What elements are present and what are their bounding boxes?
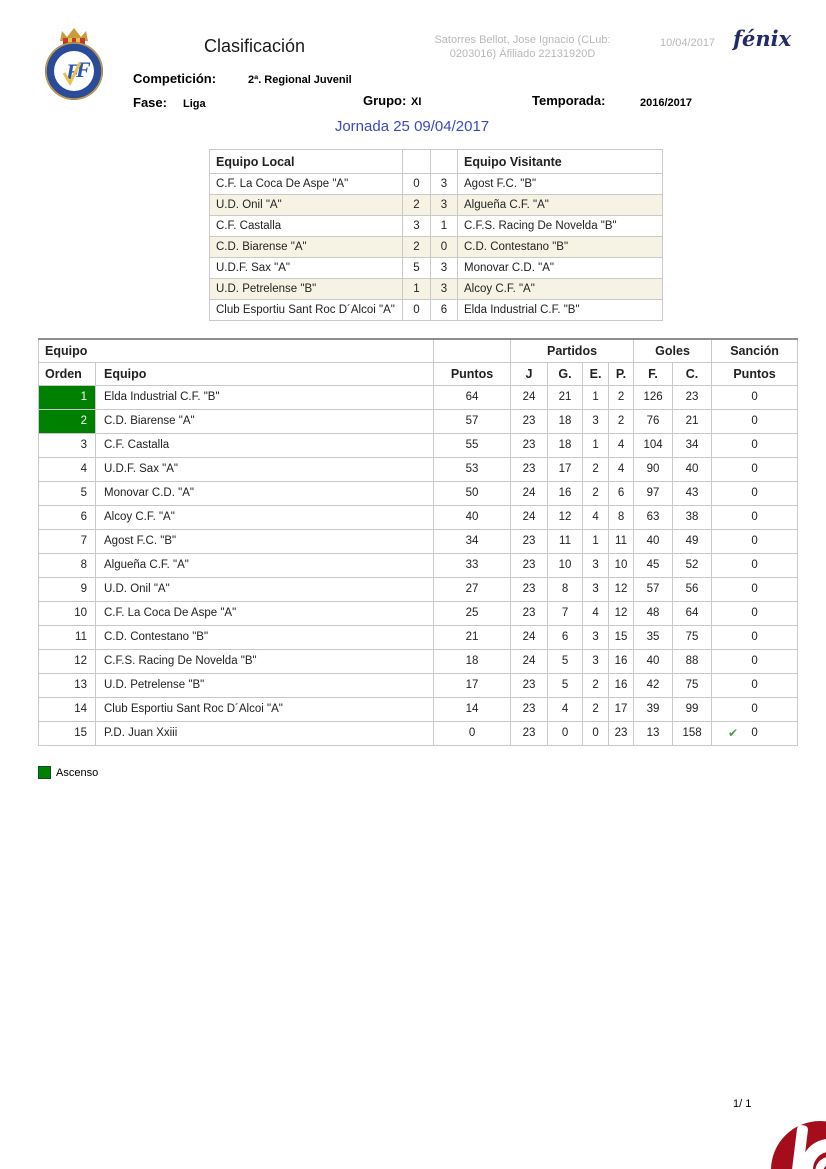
standings-cell-f: 35 <box>634 625 673 649</box>
standings-cell-f: 40 <box>634 649 673 673</box>
standings-cell-j: 24 <box>511 385 548 409</box>
standings-cell-puntos: 55 <box>434 433 511 457</box>
standings-row <box>39 649 798 673</box>
standings-cell-orden: 7 <box>39 529 96 553</box>
match-away-goals: 1 <box>431 216 458 237</box>
col-header-equipo: Equipo <box>96 362 434 385</box>
standings-cell-g: 7 <box>548 601 583 625</box>
standings-cell-orden: 10 <box>39 601 96 625</box>
standings-cell-sancion: 0 <box>712 433 798 457</box>
standings-cell-equipo: C.F. Castalla <box>96 433 434 457</box>
standings-cell-e: 4 <box>583 601 609 625</box>
match-home-goals: 5 <box>403 258 431 279</box>
standings-cell-f: 57 <box>634 577 673 601</box>
standings-cell-f: 40 <box>634 529 673 553</box>
ascenso-swatch-icon <box>38 766 51 779</box>
standings-cell-equipo: Alcoy C.F. "A" <box>96 505 434 529</box>
match-row <box>210 279 663 300</box>
standings-cell-j: 24 <box>511 505 548 529</box>
standings-cell-equipo: Monovar C.D. "A" <box>96 481 434 505</box>
standings-row <box>39 625 798 649</box>
standings-cell-sancion: 0 <box>712 529 798 553</box>
standings-cell-sancion: 0 <box>712 601 798 625</box>
standings-cell-orden: 5 <box>39 481 96 505</box>
standings-cell-sancion: 0 <box>712 577 798 601</box>
grupo-value: XI <box>411 96 422 108</box>
standings-cell-g: 10 <box>548 553 583 577</box>
svg-text:F: F <box>66 59 81 84</box>
standings-cell-g: 18 <box>548 433 583 457</box>
standings-cell-f: 39 <box>634 697 673 721</box>
standings-cell-c: 23 <box>673 385 712 409</box>
match-visitor-team: Monovar C.D. "A" <box>458 258 663 279</box>
standings-cell-p: 6 <box>609 481 634 505</box>
standings-cell-f: 126 <box>634 385 673 409</box>
standings-cell-p: 17 <box>609 697 634 721</box>
standings-cell-puntos: 64 <box>434 385 511 409</box>
standings-cell-g: 12 <box>548 505 583 529</box>
match-visitor-team: Algueña C.F. "A" <box>458 195 663 216</box>
temporada-label: Temporada: <box>532 93 606 108</box>
match-away-goals: 3 <box>431 174 458 195</box>
standings-cell-sancion: 0 <box>712 553 798 577</box>
standings-cell-j: 23 <box>511 697 548 721</box>
match-away-goals: 3 <box>431 195 458 216</box>
standings-cell-j: 23 <box>511 457 548 481</box>
standings-cell-g: 5 <box>548 649 583 673</box>
standings-cell-e: 3 <box>583 577 609 601</box>
standings-cell-equipo: U.D. Petrelense "B" <box>96 673 434 697</box>
sancion-value: 0 <box>751 727 758 739</box>
standings-cell-g: 6 <box>548 625 583 649</box>
standings-cell-g: 0 <box>548 721 583 745</box>
fenix-logo: fénix <box>733 26 792 51</box>
standings-row <box>39 457 798 481</box>
match-home-goals: 3 <box>403 216 431 237</box>
temporada-value: 2016/2017 <box>640 97 692 109</box>
standings-cell-sancion: 0 <box>712 697 798 721</box>
standings-row <box>39 409 798 433</box>
standings-cell-e: 0 <box>583 721 609 745</box>
standings-row <box>39 553 798 577</box>
standings-cell-puntos: 40 <box>434 505 511 529</box>
match-visitor-team: C.F.S. Racing De Novelda "B" <box>458 216 663 237</box>
match-home-goals: 0 <box>403 300 431 321</box>
group-header-equipo: Equipo <box>39 339 434 362</box>
standings-cell-p: 4 <box>609 433 634 457</box>
standings-row <box>39 601 798 625</box>
standings-cell-p: 15 <box>609 625 634 649</box>
standings-row <box>39 673 798 697</box>
user-affiliation-info <box>415 33 630 61</box>
standings-cell-e: 2 <box>583 673 609 697</box>
standings-cell-g: 4 <box>548 697 583 721</box>
standings-cell-f: 48 <box>634 601 673 625</box>
standings-cell-orden: 1 <box>39 385 96 409</box>
standings-cell-equipo: P.D. Juan Xxiii <box>96 721 434 745</box>
check-icon: ✔ <box>728 725 739 740</box>
standings-cell-sancion: 0 <box>712 649 798 673</box>
match-local-team: C.D. Biarense "A" <box>210 237 403 258</box>
standings-table <box>38 338 798 746</box>
standings-cell-c: 49 <box>673 529 712 553</box>
standings-cell-p: 2 <box>609 385 634 409</box>
standings-cell-g: 16 <box>548 481 583 505</box>
col-header-puntos: Puntos <box>434 362 511 385</box>
group-header-sancion: Sanción <box>712 339 798 362</box>
match-row <box>210 300 663 321</box>
standings-group-header-row <box>39 339 798 362</box>
ffcv-federation-logo <box>40 25 108 103</box>
standings-cell-p: 11 <box>609 529 634 553</box>
group-header-spacer <box>434 339 511 362</box>
standings-row <box>39 697 798 721</box>
match-results-table <box>209 149 663 321</box>
col-header-orden: Orden <box>39 362 96 385</box>
match-local-team: Club Esportiu Sant Roc D´Alcoi "A" <box>210 300 403 321</box>
standings-cell-sancion: 0 <box>712 505 798 529</box>
standings-cell-sancion: 0 <box>712 481 798 505</box>
standings-cell-puntos: 57 <box>434 409 511 433</box>
standings-cell-equipo: U.D. Onil "A" <box>96 577 434 601</box>
standings-cell-puntos: 17 <box>434 673 511 697</box>
competicion-label: Competición: <box>133 71 217 86</box>
standings-cell-e: 1 <box>583 529 609 553</box>
home-score-header <box>403 150 431 174</box>
standings-cell-sancion: 0 <box>712 625 798 649</box>
col-header-c: C. <box>673 362 712 385</box>
legend-ascenso <box>38 766 98 779</box>
match-away-goals: 6 <box>431 300 458 321</box>
standings-cell-puntos: 21 <box>434 625 511 649</box>
match-home-goals: 1 <box>403 279 431 300</box>
standings-cell-equipo: Elda Industrial C.F. "B" <box>96 385 434 409</box>
standings-row <box>39 385 798 409</box>
standings-cell-c: 34 <box>673 433 712 457</box>
match-row <box>210 216 663 237</box>
standings-cell-g: 18 <box>548 409 583 433</box>
standings-cell-f: 45 <box>634 553 673 577</box>
svg-text:F: F <box>76 57 91 82</box>
standings-cell-e: 1 <box>583 385 609 409</box>
group-header-partidos: Partidos <box>511 339 634 362</box>
report-date: 10/04/2017 <box>660 37 716 49</box>
standings-cell-sancion: 0 <box>712 409 798 433</box>
standings-cell-orden: 4 <box>39 457 96 481</box>
standings-cell-c: 21 <box>673 409 712 433</box>
standings-cell-j: 24 <box>511 481 548 505</box>
corner-brand-logo <box>769 1119 826 1169</box>
standings-cell-orden: 11 <box>39 625 96 649</box>
standings-cell-c: 56 <box>673 577 712 601</box>
standings-cell-equipo: Agost F.C. "B" <box>96 529 434 553</box>
user-info-line1: Satorres Bellot, Jose Ignacio (CLub: <box>434 34 611 46</box>
standings-cell-e: 4 <box>583 505 609 529</box>
standings-cell-puntos: 34 <box>434 529 511 553</box>
standings-cell-c: 64 <box>673 601 712 625</box>
equipo-local-header: Equipo Local <box>210 150 403 174</box>
standings-cell-j: 24 <box>511 649 548 673</box>
standings-cell-puntos: 27 <box>434 577 511 601</box>
standings-cell-puntos: 33 <box>434 553 511 577</box>
match-visitor-team: Agost F.C. "B" <box>458 174 663 195</box>
standings-cell-c: 99 <box>673 697 712 721</box>
standings-cell-puntos: 53 <box>434 457 511 481</box>
match-home-goals: 2 <box>403 195 431 216</box>
standings-cell-orden: 3 <box>39 433 96 457</box>
standings-cell-f: 13 <box>634 721 673 745</box>
standings-cell-equipo: C.D. Contestano "B" <box>96 625 434 649</box>
standings-cell-puntos: 50 <box>434 481 511 505</box>
standings-cell-c: 75 <box>673 625 712 649</box>
results-header-row <box>210 150 663 174</box>
standings-cell-orden: 8 <box>39 553 96 577</box>
standings-cell-c: 52 <box>673 553 712 577</box>
standings-cell-puntos: 14 <box>434 697 511 721</box>
col-header-p: P. <box>609 362 634 385</box>
standings-cell-j: 24 <box>511 625 548 649</box>
standings-cell-e: 3 <box>583 553 609 577</box>
match-local-team: U.D.F. Sax "A" <box>210 258 403 279</box>
match-row <box>210 258 663 279</box>
page-title: Clasificación <box>204 36 306 56</box>
ascenso-label: Ascenso <box>56 766 99 779</box>
standings-cell-orden: 12 <box>39 649 96 673</box>
match-away-goals: 3 <box>431 279 458 300</box>
standings-cell-orden: 13 <box>39 673 96 697</box>
standings-cell-f: 42 <box>634 673 673 697</box>
col-header-e: E. <box>583 362 609 385</box>
standings-cell-g: 21 <box>548 385 583 409</box>
standings-row <box>39 529 798 553</box>
standings-row <box>39 577 798 601</box>
fase-label: Fase: <box>133 95 167 110</box>
standings-cell-c: 88 <box>673 649 712 673</box>
jornada-heading: Jornada 25 09/04/2017 <box>334 118 490 135</box>
standings-cell-p: 12 <box>609 577 634 601</box>
standings-cell-j: 23 <box>511 529 548 553</box>
standings-cell-f: 76 <box>634 409 673 433</box>
away-score-header <box>431 150 458 174</box>
standings-row <box>39 433 798 457</box>
standings-cell-e: 3 <box>583 649 609 673</box>
competicion-value: 2ª. Regional Juvenil <box>248 74 352 86</box>
col-header-sancion-puntos: Puntos <box>712 362 798 385</box>
standings-row <box>39 481 798 505</box>
standings-cell-puntos: 25 <box>434 601 511 625</box>
standings-cell-p: 8 <box>609 505 634 529</box>
match-home-goals: 0 <box>403 174 431 195</box>
standings-cell-sancion: 0 <box>712 385 798 409</box>
standings-cell-equipo: Club Esportiu Sant Roc D´Alcoi "A" <box>96 697 434 721</box>
standings-cell-orden: 9 <box>39 577 96 601</box>
match-home-goals: 2 <box>403 237 431 258</box>
match-visitor-team: C.D. Contestano "B" <box>458 237 663 258</box>
standings-cell-c: 40 <box>673 457 712 481</box>
standings-cell-g: 11 <box>548 529 583 553</box>
equipo-visitante-header: Equipo Visitante <box>458 150 663 174</box>
standings-row <box>39 505 798 529</box>
fase-value: Liga <box>183 98 206 110</box>
match-visitor-team: Alcoy C.F. "A" <box>458 279 663 300</box>
standings-cell-j: 23 <box>511 601 548 625</box>
standings-cell-e: 1 <box>583 433 609 457</box>
standings-cell-c: 43 <box>673 481 712 505</box>
match-row <box>210 195 663 216</box>
col-header-g: G. <box>548 362 583 385</box>
standings-cell-j: 23 <box>511 577 548 601</box>
standings-cell-orden: 2 <box>39 409 96 433</box>
standings-cell-p: 4 <box>609 457 634 481</box>
standings-cell-p: 12 <box>609 601 634 625</box>
standings-cell-e: 3 <box>583 625 609 649</box>
standings-cell-j: 23 <box>511 673 548 697</box>
standings-cell-sancion: 0 <box>712 457 798 481</box>
match-row <box>210 237 663 258</box>
grupo-label: Grupo: <box>363 93 407 108</box>
standings-cell-orden: 15 <box>39 721 96 745</box>
standings-row <box>39 721 798 745</box>
standings-cell-e: 2 <box>583 457 609 481</box>
standings-cell-equipo: C.D. Biarense "A" <box>96 409 434 433</box>
standings-cell-j: 23 <box>511 721 548 745</box>
standings-cell-p: 2 <box>609 409 634 433</box>
page-number: 1/ 1 <box>733 1098 752 1110</box>
standings-cell-g: 17 <box>548 457 583 481</box>
standings-cell-equipo: U.D.F. Sax "A" <box>96 457 434 481</box>
standings-cell-p: 16 <box>609 649 634 673</box>
standings-cell-equipo: C.F. La Coca De Aspe "A" <box>96 601 434 625</box>
standings-cell-f: 104 <box>634 433 673 457</box>
standings-cell-e: 2 <box>583 481 609 505</box>
standings-cell-e: 3 <box>583 409 609 433</box>
standings-cell-puntos: 18 <box>434 649 511 673</box>
col-header-j: J <box>511 362 548 385</box>
match-local-team: C.F. La Coca De Aspe "A" <box>210 174 403 195</box>
standings-cell-f: 63 <box>634 505 673 529</box>
standings-cell-sancion: 0 <box>712 673 798 697</box>
col-header-f: F. <box>634 362 673 385</box>
match-away-goals: 3 <box>431 258 458 279</box>
standings-cell-orden: 14 <box>39 697 96 721</box>
standings-cell-e: 2 <box>583 697 609 721</box>
match-local-team: C.F. Castalla <box>210 216 403 237</box>
match-away-goals: 0 <box>431 237 458 258</box>
standings-cell-c: 38 <box>673 505 712 529</box>
standings-cell-j: 23 <box>511 433 548 457</box>
match-visitor-team: Elda Industrial C.F. "B" <box>458 300 663 321</box>
standings-cell-sancion <box>712 721 798 745</box>
match-row <box>210 174 663 195</box>
standings-cell-orden: 6 <box>39 505 96 529</box>
standings-cell-f: 97 <box>634 481 673 505</box>
standings-cell-f: 90 <box>634 457 673 481</box>
standings-cell-equipo: C.F.S. Racing De Novelda "B" <box>96 649 434 673</box>
standings-cell-p: 23 <box>609 721 634 745</box>
user-info-line2: 0203016) Áfiliado 22131920D <box>449 48 596 60</box>
standings-cell-g: 5 <box>548 673 583 697</box>
standings-column-header-row <box>39 362 798 385</box>
standings-cell-p: 10 <box>609 553 634 577</box>
standings-cell-p: 16 <box>609 673 634 697</box>
standings-cell-g: 8 <box>548 577 583 601</box>
match-local-team: U.D. Onil "A" <box>210 195 403 216</box>
match-local-team: U.D. Petrelense "B" <box>210 279 403 300</box>
standings-cell-j: 23 <box>511 553 548 577</box>
standings-cell-j: 23 <box>511 409 548 433</box>
standings-cell-puntos: 0 <box>434 721 511 745</box>
group-header-goles: Goles <box>634 339 712 362</box>
standings-cell-c: 75 <box>673 673 712 697</box>
standings-cell-c: 158 <box>673 721 712 745</box>
standings-cell-equipo: Algueña C.F. "A" <box>96 553 434 577</box>
